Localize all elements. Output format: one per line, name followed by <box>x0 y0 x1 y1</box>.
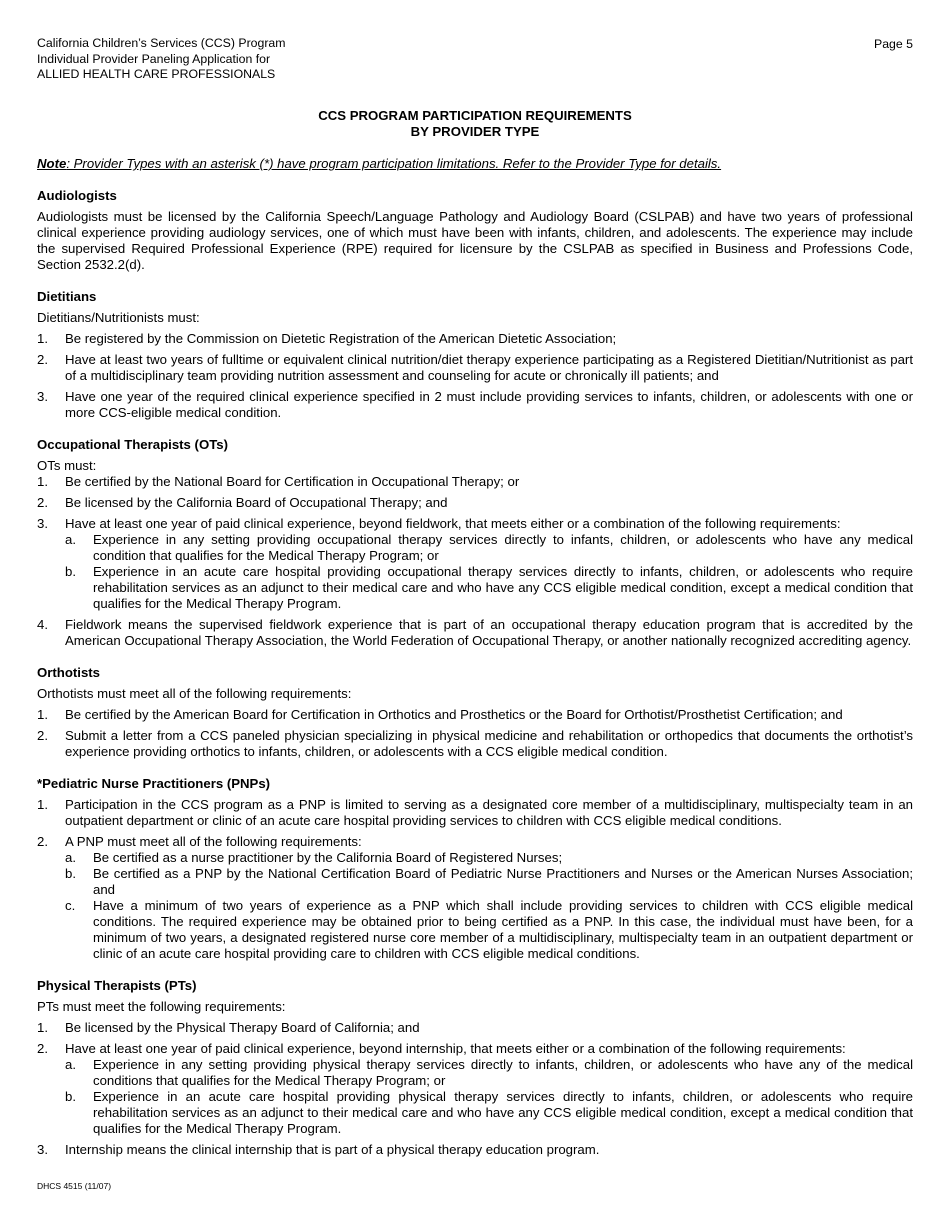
orthotists-list <box>37 707 913 760</box>
ots-sublist <box>65 532 913 612</box>
list-item <box>37 1020 913 1036</box>
sub-list-item <box>65 564 913 612</box>
section-heading-pnps: *Pediatric Nurse Practitioners (PNPs) <box>37 776 271 791</box>
pts-intro: PTs must meet the following requirements: <box>37 999 286 1014</box>
list-item-number: 1. <box>37 707 48 722</box>
sub-list-item <box>65 898 913 962</box>
audiologists-text: Audiologists must be licensed by the California Speech/Language Pathology and Audiology Board (CSLPAB) and have two years of professional clinical experience providing audiology services, one of which must have been with infants, children, and adolescents. The experience may include the supervised Required Professional Experience (RPE) required for licensure by the CSLPAB as specified in Business and Professions Code, Section 2532.2(d). <box>37 209 913 272</box>
list-item-number: 1. <box>37 331 48 346</box>
list-item-text: Have at least two years of fulltime or equivalent clinical nutrition/diet therapy experience participating as a Registered Dietitian/Nutritionist as part of a multidisciplinary team providing nutrition assessment and counseling for acute or chronically ill patients; and <box>65 352 913 383</box>
list-item <box>37 834 913 962</box>
pts-list <box>37 1020 913 1158</box>
sub-list-text: Experience in an acute care hospital providing occupational therapy services directly to infants, children, or adolescents who require rehabilitation services as an adjunct to their medical care and who have any CCS eligible medical condition, except a medical condition that qualifies for the Medical Therapy Program. <box>93 564 913 611</box>
list-item-number: 1. <box>37 474 48 489</box>
pnps-list <box>37 797 913 962</box>
list-item <box>37 352 913 384</box>
list-item-number: 1. <box>37 1020 48 1035</box>
sub-list-item <box>65 532 913 564</box>
list-item <box>37 331 913 347</box>
section-heading-dietitians: Dietitians <box>37 289 97 304</box>
list-item-text: Submit a letter from a CCS paneled physician specializing in physical medicine and rehabilitation or orthopedics that documents the orthotist’s experience providing orthotics to infants, children, or adolescents with a CCS eligible medical condition. <box>65 728 913 759</box>
list-item-text: Participation in the CCS program as a PNP is limited to serving as a designated core member of a multidisciplinary, multispecialty team in an outpatient department or clinic of an acute care hospital providing services to children with CCS eligible medical conditions. <box>65 797 913 828</box>
note-label: Note <box>37 156 67 171</box>
page-header <box>37 36 913 84</box>
pts-sublist <box>65 1057 913 1137</box>
header-line-3: ALLIED HEALTH CARE PROFESSIONALS <box>37 67 276 81</box>
sub-list-item <box>65 850 913 866</box>
list-item-number: 2. <box>37 495 48 510</box>
page-number: Page 5 <box>874 37 913 51</box>
note-text: : Provider Types with an asterisk (*) have program participation limitations. Refer to the Provider Type for details. <box>66 156 722 171</box>
list-item <box>37 797 913 829</box>
sub-list-text: Experience in any setting providing physical therapy services directly to infants, children, or adolescents who have any of the medical conditions that qualifies for the Medical Therapy Program; or <box>93 1057 913 1088</box>
list-item <box>37 728 913 760</box>
list-item-text: Have one year of the required clinical experience specified in 2 must include providing services to infants, children, or adolescents with one or more CCS-eligible medical condition. <box>65 389 913 420</box>
section-heading-ots: Occupational Therapists (OTs) <box>37 437 229 452</box>
section-heading-orthotists: Orthotists <box>37 665 101 680</box>
orthotists-intro: Orthotists must meet all of the following requirements: <box>37 686 352 701</box>
header-line-1: California Children’s Services (CCS) Program <box>37 36 286 50</box>
sub-list-letter: c. <box>65 898 76 913</box>
sub-list-letter: a. <box>65 532 76 547</box>
ots-list <box>37 474 913 649</box>
list-item <box>37 389 913 421</box>
sub-list-text: Experience in any setting providing occupational therapy services directly to infants, children, or adolescents who have any medical condition that qualifies for the Medical Therapy Program; or <box>93 532 913 563</box>
section-heading-audiologists: Audiologists <box>37 188 117 203</box>
list-item-number: 3. <box>37 1142 48 1157</box>
dietitians-intro: Dietitians/Nutritionists must: <box>37 310 200 325</box>
dietitians-list <box>37 331 913 421</box>
list-item-text: A PNP must meet all of the following requirements: <box>65 834 362 849</box>
header-program-info <box>37 36 913 83</box>
sub-list-letter: b. <box>65 866 76 881</box>
sub-list-letter: b. <box>65 564 76 579</box>
list-item <box>37 617 913 649</box>
header-line-2: Individual Provider Paneling Application for <box>37 51 271 66</box>
list-item-text: Be licensed by the Physical Therapy Board of California; and <box>65 1020 420 1035</box>
list-item-number: 2. <box>37 352 48 367</box>
list-item-text: Have at least one year of paid clinical experience, beyond fieldwork, that meets either or a combination of the following requirements: <box>65 516 841 531</box>
document-title <box>37 108 913 140</box>
list-item-number: 3. <box>37 389 48 404</box>
list-item-number: 2. <box>37 1041 48 1056</box>
list-item <box>37 707 913 723</box>
list-item-number: 4. <box>37 617 48 632</box>
ots-intro: OTs must: <box>37 458 97 473</box>
title-line-2: BY PROVIDER TYPE <box>410 124 540 139</box>
list-item-number: 2. <box>37 728 48 743</box>
list-item-text: Be licensed by the California Board of Occupational Therapy; and <box>65 495 448 510</box>
sub-list-item <box>65 1089 913 1137</box>
title-line-1: CCS PROGRAM PARTICIPATION REQUIREMENTS <box>318 108 632 123</box>
list-item-text: Have at least one year of paid clinical experience, beyond internship, that meets either or a combination of the following requirements: <box>65 1041 846 1056</box>
sub-list-text: Experience in an acute care hospital providing physical therapy services directly to infants, children, or adolescents who require rehabilitation services as an adjunct to their medical care and who have any CCS eligible medical condition, except a medical condition that qualifies for the Medical Therapy Program. <box>93 1089 913 1136</box>
sub-list-item <box>65 866 913 898</box>
sub-list-letter: b. <box>65 1089 76 1104</box>
sub-list-letter: a. <box>65 850 76 865</box>
document-page <box>37 36 913 1158</box>
sub-list-text: Have a minimum of two years of experience as a PNP which shall include providing services to children with CCS eligible medical conditions. The required experience may be obtained prior to being certified as a PNP. In this case, the individual must have been, for a minimum of two years, a designated registered nurse core member of a multidisciplinary, multispecialty team in an outpatient department or clinic of an acute care hospital providing care to children with CCS eligible medical conditions. <box>93 898 913 961</box>
list-item-number: 3. <box>37 516 48 531</box>
list-item-number: 1. <box>37 797 48 812</box>
list-item-number: 2. <box>37 834 48 849</box>
asterisk-note <box>37 156 913 172</box>
pnps-sublist <box>65 850 913 962</box>
list-item-text: Be registered by the Commission on Dietetic Registration of the American Dietetic Association; <box>65 331 617 346</box>
sub-list-letter: a. <box>65 1057 76 1072</box>
list-item <box>37 495 913 511</box>
list-item-text: Be certified by the American Board for Certification in Orthotics and Prosthetics or the Board for Orthotist/Prosthetist Certification; and <box>65 707 843 722</box>
sub-list-text: Be certified as a nurse practitioner by the California Board of Registered Nurses; <box>93 850 563 865</box>
list-item <box>37 474 913 490</box>
list-item-text: Internship means the clinical internship that is part of a physical therapy education program. <box>65 1142 600 1157</box>
sub-list-item <box>65 1057 913 1089</box>
sub-list-text: Be certified as a PNP by the National Certification Board of Pediatric Nurse Practitioners and Nurses or the American Nurses Association; and <box>93 866 913 897</box>
list-item <box>37 1041 913 1137</box>
form-number-footer: DHCS 4515 (11/07) <box>37 1181 112 1191</box>
list-item-text: Fieldwork means the supervised fieldwork experience that is part of an occupational therapy education program that is accredited by the American Occupational Therapy Association, the World Federation of Occupational Therapy, or another nationally recognized accrediting agency. <box>65 617 913 648</box>
section-heading-pts: Physical Therapists (PTs) <box>37 978 197 993</box>
list-item <box>37 1142 913 1158</box>
list-item <box>37 516 913 612</box>
list-item-text: Be certified by the National Board for Certification in Occupational Therapy; or <box>65 474 520 489</box>
